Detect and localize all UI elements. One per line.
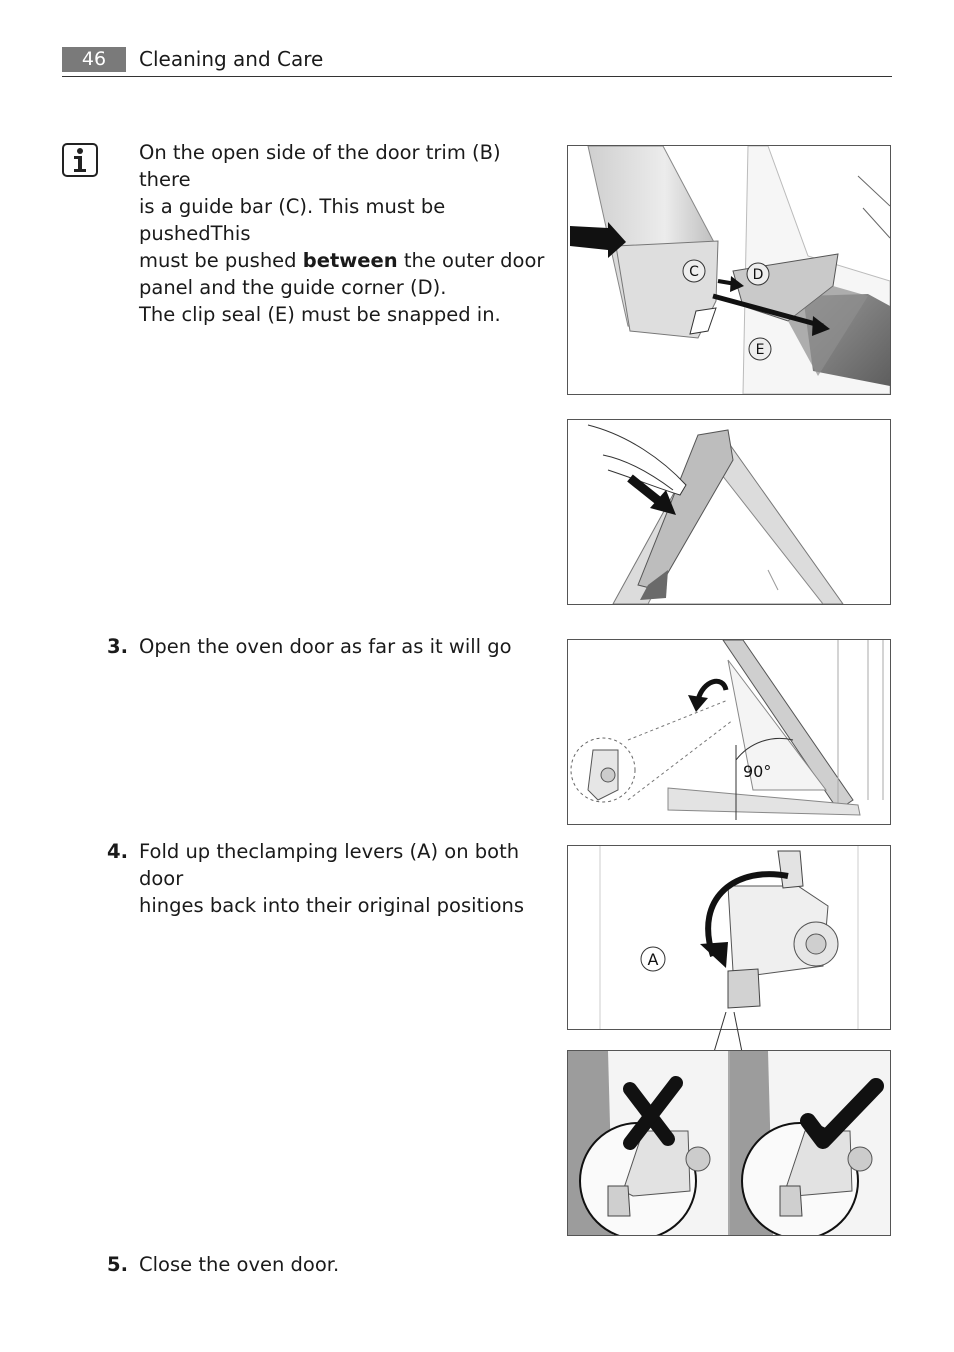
info-line-3-pre: must be pushed <box>139 249 303 272</box>
info-line-4: panel and the guide corner (D). <box>139 276 447 299</box>
step-4-number: 4. <box>107 840 128 863</box>
page-header <box>62 46 892 77</box>
info-line-3-bold: between <box>302 249 398 272</box>
info-note-text <box>139 139 554 328</box>
figure-door-open-90 <box>567 639 891 825</box>
step-5-number: 5. <box>107 1253 128 1276</box>
step-5-line-1: Close the oven door. <box>139 1253 340 1276</box>
label-d: D <box>752 267 764 283</box>
step-3-text <box>139 633 559 660</box>
step-3-line-1: Open the oven door as far as it will go <box>139 635 512 658</box>
angle-label: 90° <box>743 762 772 781</box>
info-line-2: is a guide bar (C). This must be pushedThis <box>139 195 446 245</box>
label-c: C <box>689 264 699 280</box>
section-title: Cleaning and Care <box>139 47 324 71</box>
page-number: 46 <box>62 47 126 72</box>
label-a: A <box>647 950 659 969</box>
info-icon <box>62 143 98 177</box>
figure-wrong-correct-comparison <box>567 1050 891 1236</box>
figure-connector-lines <box>700 1012 760 1052</box>
step-3-number: 3. <box>107 635 128 658</box>
step-4-text <box>139 838 559 919</box>
info-line-5: The clip seal (E) must be snapped in. <box>139 303 501 326</box>
label-e: E <box>755 342 765 358</box>
figure-press-door-trim <box>567 419 891 605</box>
step-4-line-2: hinges back into their original positions <box>139 894 525 917</box>
info-line-3 <box>139 247 554 274</box>
step-4-line-1: Fold up theclamping levers (A) on both door <box>139 840 520 890</box>
figure-clamping-lever <box>567 845 891 1030</box>
figure-door-trim-guide-bar <box>567 145 891 395</box>
info-line-1: On the open side of the door trim (B) there <box>139 141 501 191</box>
info-line-3-post: the outer door <box>397 249 545 272</box>
step-5-text <box>139 1251 559 1278</box>
